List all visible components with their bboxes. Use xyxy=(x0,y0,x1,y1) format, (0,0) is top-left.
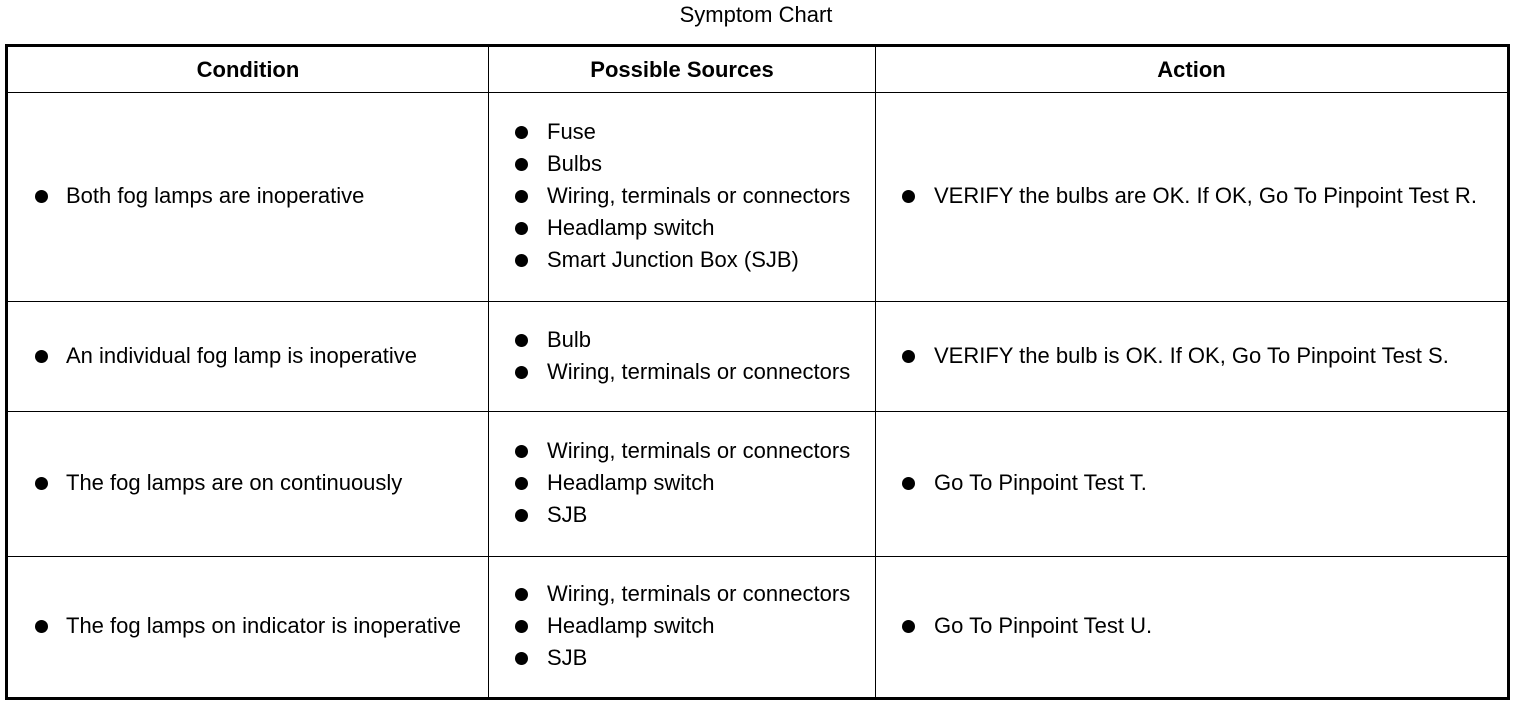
action-cell xyxy=(876,412,1509,557)
action-text: VERIFY the bulb is OK. If OK, Go To Pinpoint Test S. xyxy=(876,341,1507,371)
action-cell xyxy=(876,302,1509,412)
sources-cell xyxy=(489,93,876,302)
action-cell xyxy=(876,557,1509,699)
source-item: Wiring, terminals or connectors xyxy=(489,436,875,466)
header-possible-sources: Possible Sources xyxy=(489,46,876,93)
action-text: VERIFY the bulbs are OK. If OK, Go To Pinpoint Test R. xyxy=(876,181,1507,211)
source-item: SJB xyxy=(489,643,875,673)
action-text: Go To Pinpoint Test T. xyxy=(876,468,1507,498)
source-item: SJB xyxy=(489,500,875,530)
source-item: Wiring, terminals or connectors xyxy=(489,181,875,211)
table-header-row xyxy=(7,46,1509,93)
symptom-chart-table xyxy=(5,44,1510,700)
condition-cell xyxy=(7,93,489,302)
action-text: Go To Pinpoint Test U. xyxy=(876,611,1507,641)
condition-text: The fog lamps on indicator is inoperative xyxy=(8,611,488,641)
table-row xyxy=(7,557,1509,699)
header-action: Action xyxy=(876,46,1509,93)
table-row xyxy=(7,302,1509,412)
condition-cell xyxy=(7,557,489,699)
table-row xyxy=(7,93,1509,302)
source-item: Headlamp switch xyxy=(489,611,875,641)
header-condition: Condition xyxy=(7,46,489,93)
source-item: Wiring, terminals or connectors xyxy=(489,357,875,387)
source-item: Smart Junction Box (SJB) xyxy=(489,245,875,275)
action-cell xyxy=(876,93,1509,302)
condition-cell xyxy=(7,412,489,557)
source-item: Fuse xyxy=(489,117,875,147)
source-item: Headlamp switch xyxy=(489,213,875,243)
sources-cell xyxy=(489,302,876,412)
condition-text: Both fog lamps are inoperative xyxy=(8,181,488,211)
condition-text: The fog lamps are on continuously xyxy=(8,468,488,498)
condition-cell xyxy=(7,302,489,412)
source-item: Bulbs xyxy=(489,149,875,179)
source-item: Wiring, terminals or connectors xyxy=(489,579,875,609)
condition-text: An individual fog lamp is inoperative xyxy=(8,341,488,371)
source-item: Bulb xyxy=(489,325,875,355)
sources-cell xyxy=(489,557,876,699)
table-row xyxy=(7,412,1509,557)
source-item: Headlamp switch xyxy=(489,468,875,498)
sources-cell xyxy=(489,412,876,557)
chart-title: Symptom Chart xyxy=(679,2,833,27)
